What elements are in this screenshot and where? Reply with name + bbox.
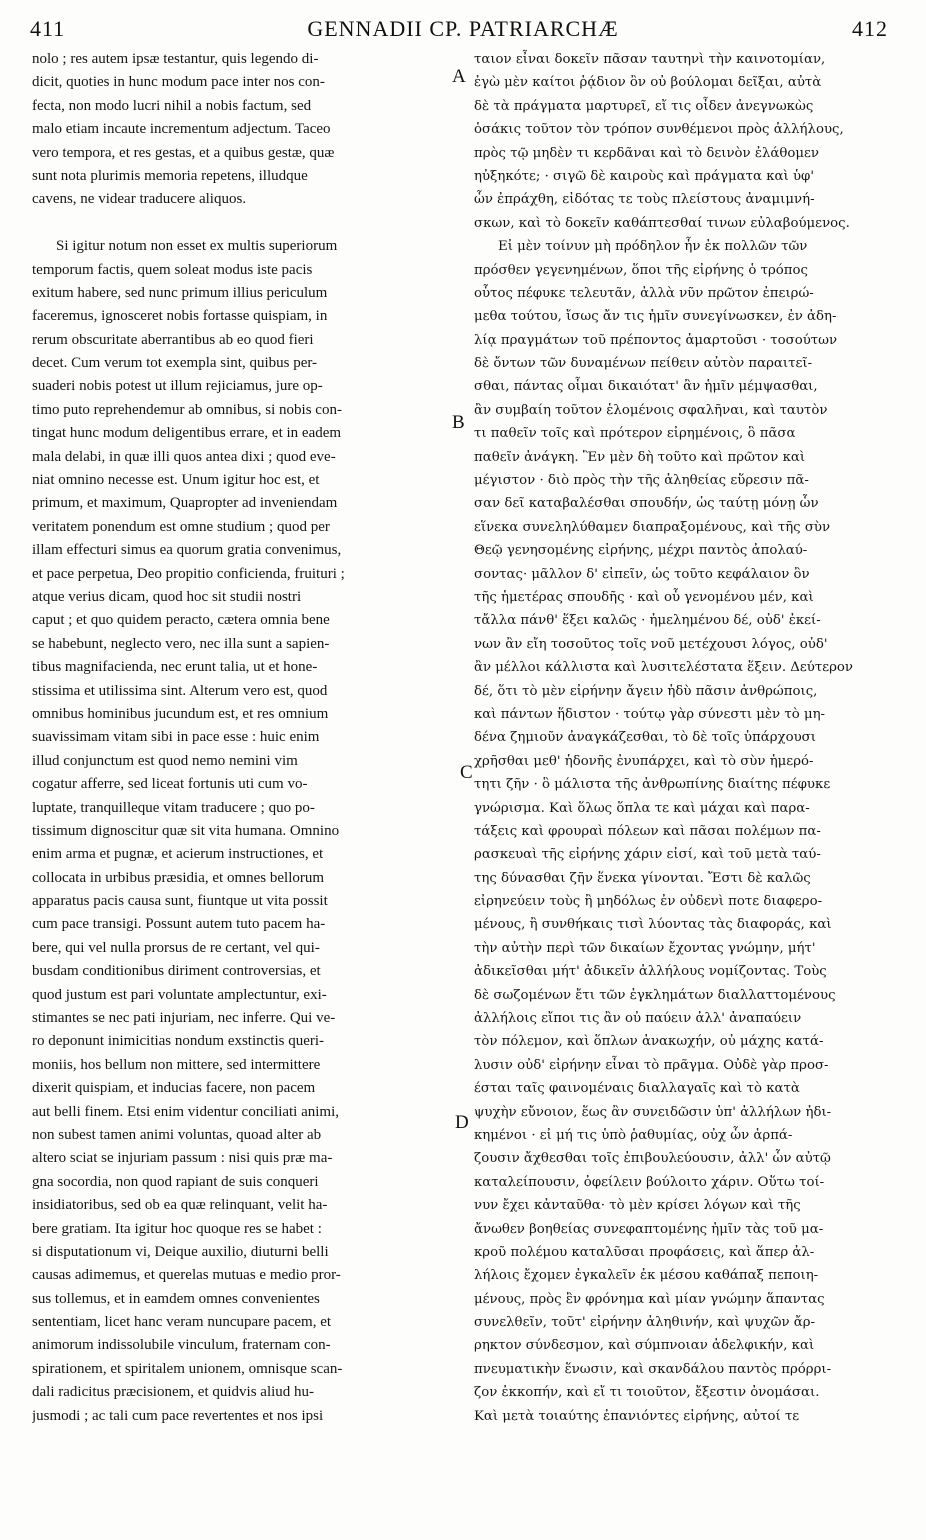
latin-text-line: cum pace transigi. Possunt autem tuto pacem ha- xyxy=(32,916,326,933)
latin-text-line: moniis, hos bellum non mittere, sed intermittere xyxy=(32,1056,321,1073)
latin-column xyxy=(32,48,450,1428)
greek-text-line: ἂν συμβαίη τοῦτον ἑλομένοις σφαλῆναι, καὶ ταυτὸν xyxy=(474,402,828,418)
latin-text-line: suavissimam vitam sibi in pace esse : huic enim xyxy=(32,729,320,746)
latin-text-line: niat omnino necesse est. Unum igitur hoc est, et xyxy=(32,472,320,489)
greek-text-line: παθεῖν ἀνάγκη. Ἓν μὲν δὴ τοῦτο καὶ πρῶτον καὶ xyxy=(474,449,806,465)
greek-text-line: πνευματικὴν ἕνωσιν, καὶ σκανδάλου παντὸς πρόρρι- xyxy=(474,1361,832,1377)
latin-text-line: dicit, quoties in hunc modum pace inter nos con- xyxy=(32,74,325,91)
greek-text-line: τητι ζῆν · ὃ μάλιστα τῆς ἀνθρωπίνης διαίτης πέφυκε xyxy=(474,777,831,793)
greek-text-line: ἄνωθεν βοηθείας συνεφαπτομένης ἡμῖν τὰς τοῦ μα- xyxy=(474,1221,824,1237)
latin-text-line: malo etiam incaute incrementum adjectum. Taceo xyxy=(32,121,331,138)
greek-text-line: δένα ζημιοῦν ἀναγκάζεσθαι, τὸ δὲ τοῖς ὑπάρχουσι xyxy=(474,730,816,746)
greek-text-line: τάξεις καὶ φρουραὶ πόλεων καὶ πᾶσαι πολέμων πα- xyxy=(474,823,821,839)
latin-text-line: decet. Cum verum tot exempla sint, quibus per- xyxy=(32,355,318,372)
greek-text-line: ἂν μέλλοι κάλλιστα καὶ λυσιτελέστατα ἕξειν. Δεύτερον xyxy=(474,660,854,676)
greek-text-line: σκων, καὶ τὸ δοκεῖν καθάπτεσθαί τινων εὐλαβούμενος. xyxy=(474,215,850,231)
latin-text-line: atque verius dicam, quod hoc sit studii nostri xyxy=(32,588,302,605)
latin-text-line: bere gratiam. Ita igitur hoc quoque res se habet : xyxy=(32,1220,322,1237)
greek-text-line: ψυχὴν εὔνοιον, ἕως ἂν συνειδῶσιν ὑπ' ἀλλήλων ἠδι- xyxy=(474,1104,832,1120)
latin-text-line: tibus magnifacienda, nec erunt talia, ut et hone- xyxy=(32,659,318,676)
greek-text-line: λυσιν οὐδ' εἰρήνην εἶναι τὸ πρᾶγμα. Οὐδὲ γὰρ προσ- xyxy=(474,1057,829,1073)
latin-text-line: vero tempora, et res gestas, et a quibus gestæ, quæ xyxy=(32,144,335,161)
latin-text-line: cogatur afferre, sed liceat fortunis uti cum vo- xyxy=(32,776,308,793)
latin-text-line: illam effecturi simus ea quorum gratia convenimus, xyxy=(32,542,342,559)
greek-text-line: ἐγὼ μὲν καίτοι ῥᾴδιον ὂν οὐ βούλομαι δεῖξαι, αὐτὰ xyxy=(474,75,822,91)
margin-marker-d: D xyxy=(455,1112,469,1133)
greek-text-line: τὴν αὐτὴν περὶ τῶν δικαίων ἔχοντας γνώμην, μήτ' xyxy=(474,940,816,956)
greek-text-line: ὧν ἐπράχθη, εἰδότας τε τοὺς πλείστους ἀναμιμνή- xyxy=(474,192,815,208)
greek-text-line: τι παθεῖν τοῖς καὶ πρότερον εἰρημένοις, ὃ πᾶσα xyxy=(474,426,796,442)
latin-text-line: Si igitur notum non esset ex multis superiorum xyxy=(56,238,338,255)
latin-text-line: altero sciat se injuriam passum : nisi quis præ ma- xyxy=(32,1150,333,1167)
latin-text-line: stissima et utilissima sint. Alterum vero est, quod xyxy=(32,682,328,699)
greek-text-line: Θεῷ γενησομένης εἰρήνης, μέχρι παντὸς ἀπολαύ- xyxy=(474,543,808,559)
latin-text-line: caput ; et quo quidem peracto, cætera omnia bene xyxy=(32,612,330,629)
greek-text-line: λήλοις ἔχομεν ἐγκαλεῖν ἐκ μέσου καθάπαξ πεποιη- xyxy=(474,1268,819,1284)
greek-text-line: σαν δεῖ καταβαλέσθαι σπουδήν, ὡς ταύτῃ μόνῃ ὧν xyxy=(474,496,819,512)
latin-text-line: spirationem, et spiritalem unionem, omnisque scan- xyxy=(32,1360,343,1377)
greek-column xyxy=(474,48,906,1428)
latin-text-line: luptate, tranquilleque vitam traducere ; quo po- xyxy=(32,799,315,816)
latin-text-line xyxy=(32,212,450,235)
greek-text-line: ηὐξηκότε; · σιγῶ δὲ καιροὺς καὶ πράγματα καὶ ὑφ' xyxy=(474,168,814,184)
running-title: GENNADII CP. PATRIARCHÆ xyxy=(307,16,619,41)
greek-text-line: πρόσθεν γεγενημένων, ὅποι τῆς εἰρήνης ὁ τρόπος xyxy=(474,262,808,278)
greek-text-line: εἰρηνεύειν τοὺς ἢ μηδόλως ἐν οὐδενὶ ποτε διαφερο- xyxy=(474,894,823,910)
latin-text-line: dali radicitus præcisionem, et quidvis aliud hu- xyxy=(32,1384,315,1401)
greek-text-line: ζον ἐκκοπήν, καὶ εἴ τι τοιοῦτον, ἔξεστιν ὀνομάσαι. xyxy=(474,1385,820,1401)
latin-text-line: collocata in urbibus præsidia, et omnes bellorum xyxy=(32,869,325,886)
latin-text-line: mala delabi, in quæ illi quos antea dixi ; quod eve- xyxy=(32,448,336,465)
greek-text-line: σθαι, πάντας οἶμαι δικαιότατ' ἂν ἡμῖν μέμψασθαι, xyxy=(474,379,818,395)
greek-text-line: μέγιστον · διὸ πρὸς τὴν τῆς ἀληθείας εὕρεσιν πᾶ- xyxy=(474,473,809,489)
latin-text-line: temporum factis, quem soleat modus iste pacis xyxy=(32,261,313,278)
latin-text-line: sententiam, licet hanc veram nuncupare pacem, et xyxy=(32,1314,332,1331)
greek-text-line: συνελθεῖν, τοῦτ' εἰρήνην ἀληθινήν, καὶ ψυχῶν ἄρ- xyxy=(474,1315,816,1331)
latin-text-line: gna socordia, non quod rapiant de suis conqueri xyxy=(32,1173,319,1190)
greek-text-line: κημένοι · εἰ μή τις ὑπὸ ῥαθυμίας, οὐχ ὧν ἁρπά- xyxy=(474,1127,793,1143)
latin-text-line: sus tollemus, et in eamdem omnes convenientes xyxy=(32,1290,320,1307)
latin-text-line: rerum obscuritate aberrantibus ab eo quod fieri xyxy=(32,331,314,348)
page-number-left: 411 xyxy=(30,16,66,41)
latin-text-line: jusmodi ; ac tali cum pace revertentes et nos ipsi xyxy=(32,1407,324,1424)
greek-text-line: χρῆσθαι μεθ' ἡδονῆς ἐνυπάρχει, καὶ τὸ σὺν ἡμερό- xyxy=(474,753,814,769)
greek-text-line: ὁσάκις τοῦτον τὸν τρόπον συνθέμενοι πρὸς ἀλλήλους, xyxy=(474,122,844,138)
latin-text-line: tingat hunc modum deligentibus errare, et in eadem xyxy=(32,425,342,442)
greek-text-line: κροῦ πολέμου καταλῦσαι προφάσεις, καὶ ἅπερ ἀλ- xyxy=(474,1244,815,1260)
margin-marker-a: A xyxy=(452,66,466,87)
latin-text-line: sunt nota plurimis memoria repetens, illudque xyxy=(32,167,308,184)
greek-text-line: ζουσιν ἄχθεσθαι τοῖς ἐπιβουλεύουσιν, ἀλλ' ὧν αὐτῷ xyxy=(474,1151,831,1167)
latin-text-line: busdam conditionibus diriment controversias, et xyxy=(32,963,321,980)
latin-text-line: suaderi nobis potest ut illum rejiciamus, jure op- xyxy=(32,378,323,395)
latin-text-line: et pace perpetua, Deo propitio conficienda, fruituri ; xyxy=(32,565,345,582)
latin-text-line: apparatus pacis causa sunt, fiuntque ut vita possit xyxy=(32,893,328,910)
greek-text-line: της δύνασθαι ζῆν ἕνεκα γίνονται. Ἔστι δὲ καλῶς xyxy=(474,870,811,886)
latin-text-line: animorum indissolubile vinculum, fraternam con- xyxy=(32,1337,331,1354)
margin-marker-b: B xyxy=(452,412,465,433)
greek-text-line: ἀλλήλοις εἴποι τις ἂν οὐ παύειν ἀλλ' ἀναπαύειν xyxy=(474,1011,802,1027)
greek-text-line: δὲ σωζομένων ἔτι τῶν ἐγκλημάτων διαλλαττομένους xyxy=(474,987,836,1003)
greek-text-line: δὲ ὄντων τῶν δυναμένων πείθειν αὐτὸν παραιτεῖ- xyxy=(474,356,813,372)
latin-text-line: bere, qui vel nulla prorsus de re certant, vel qui- xyxy=(32,939,320,956)
latin-text-line: ro deponunt inimicitias nondum exstinctis queri- xyxy=(32,1033,325,1050)
greek-text-line: τἄλλα πάνθ' ἕξει καλῶς · ἠμελημένου δέ, οὐδ' ἐκεί- xyxy=(474,613,821,629)
greek-text-line: οὗτος πέφυκε τελευτᾶν, ἀλλὰ νῦν πρῶτον ἐπειρώ- xyxy=(474,285,814,301)
latin-text-line: si disputationum vi, Deique auxilio, diuturni belli xyxy=(32,1243,329,1260)
greek-text-line: μένους, πρὸς ἓν φρόνημα καὶ μίαν γνώμην ἅπαντας xyxy=(474,1291,825,1307)
greek-text-line: έσται ταῖς φαινομέναις διαλλαγαῖς καὶ τὸ κατὰ xyxy=(474,1081,800,1097)
greek-text-line: τῆς ἡμετέρας σπουδῆς · καὶ οὗ γενομένου μέν, καὶ xyxy=(474,589,814,605)
latin-text-line: primum, et maximum, Quapropter ad inveniendam xyxy=(32,495,338,512)
latin-text-line: aut belli finem. Etsi enim videntur conciliati animi, xyxy=(32,1103,340,1120)
greek-text-line: ρασκευαὶ τῆς εἰρήνης χάριν εἰσί, καὶ τοῦ μετὰ ταύ- xyxy=(474,847,821,863)
latin-text-line: veritatem ponendum est omne studium ; quod per xyxy=(32,518,330,535)
latin-text-line: non subest tamen animi voluntas, quoad alter ab xyxy=(32,1126,322,1143)
latin-text-line: exitum habere, sed nunc primum illius periculum xyxy=(32,284,328,301)
greek-text-line: μένους, ἢ συνθήκαις τισὶ λύοντας τὰς διαφοράς, καὶ xyxy=(474,917,832,933)
greek-text-line: ἀδικεῖσθαι μήτ' ἀδικεῖν ἀλλήλους νομίζοντας. Τοὺς xyxy=(474,964,827,980)
latin-text-line: stimantes se nec pati injuriam, nec inferre. Qui ve- xyxy=(32,1010,336,1027)
greek-text-line: καταλείπουσιν, ὀφείλειν βούλοιτο χάριν. Οὕτω τοί- xyxy=(474,1174,825,1190)
latin-text-line: enim arma et pugnæ, et acierum instructiones, et xyxy=(32,846,324,863)
latin-text-line: se habebunt, neglecto vero, nec illa sunt a sapien- xyxy=(32,635,330,652)
greek-text-line: μεθα τούτου, ἴσως ἄν τις ἡμῖν συνεγίνωσκεν, ἐν ἀδη- xyxy=(474,309,837,325)
greek-text-line: δὲ τὰ πράγματα μαρτυρεῖ, εἴ τις οἶδεν ἀνεγνωκὼς xyxy=(474,98,814,114)
greek-text-line: νων ἂν εἴη τοσοῦτος τοῖς νοῦ μετέχουσι λόγος, οὐδ' xyxy=(474,636,828,652)
latin-text-line: fecta, non modo lucri nihil a nobis factum, sed xyxy=(32,97,312,114)
greek-text-line: λίᾳ πραγμάτων τοῦ πρέποντος ἁμαρτοῦσι · τοσούτων xyxy=(474,332,838,348)
latin-text-line: illud conjunctum est quod nemo nemini vim xyxy=(32,752,298,769)
latin-text-line: quod justum est pari voluntate amplectuntur, exi- xyxy=(32,986,327,1003)
latin-text-line: omnibus hominibus jucundum est, et res omnium xyxy=(32,705,329,722)
greek-text-line: τὸν πόλεμον, καὶ ὅπλων ἀνακωχήν, οὐ μάχης κατά- xyxy=(474,1034,824,1050)
latin-text-line: causas adimemus, et querelas mutuas e medio pror- xyxy=(32,1267,341,1284)
latin-text-line: dixerit quispiam, et inducias facere, non pacem xyxy=(32,1080,316,1097)
greek-text-line: σοντας· μᾶλλον δ' εἰπεῖν, ὡς τοῦτο κεφάλαιον ὂν xyxy=(474,566,810,582)
greek-text-line: Καὶ μετὰ τοιαύτης ἐπανιόντες εἰρήνης, αὐτοί τε xyxy=(474,1408,800,1424)
greek-text-line: ρηκτον σύνδεσμον, καὶ σύμπνοιαν ἀδελφικήν, καὶ xyxy=(474,1338,815,1354)
greek-text-line: πρὸς τῷ μηδὲν τι κερδᾶναι καὶ τὸ δεινὸν ἐλάθομεν xyxy=(474,145,820,161)
margin-marker-c: C xyxy=(460,762,473,783)
greek-text-line: νυν ἔχει κἀνταῦθα· τὸ μὲν κρίσει λόγων καὶ τῆς xyxy=(474,1198,801,1214)
greek-text-line: καὶ πάντων ἥδιστον · τούτῳ γὰρ σύνεστι μὲν τὸ μη- xyxy=(474,706,826,722)
greek-text-line: εἵνεκα συνεληλύθαμεν διαπραξομένους, καὶ τῆς σὺν xyxy=(474,519,831,535)
greek-text-line: γνώρισμα. Καὶ ὅλως ὅπλα τε καὶ μάχαι καὶ παρα- xyxy=(474,800,810,816)
latin-text-line: tissimum dignoscitur quæ sit vita humana. Omnino xyxy=(32,822,340,839)
greek-text-line: δέ, ὅτι τὸ μὲν εἰρήνην ἄγειν ἡδὺ πᾶσιν ἀνθρώποις, xyxy=(474,683,818,699)
latin-text-line: nolo ; res autem ipsæ testantur, quis legendo di- xyxy=(32,51,319,67)
latin-text-line: insidiatoribus, sed ob ea quæ relinquant, velit ha- xyxy=(32,1197,328,1214)
page-number-right: 412 xyxy=(852,16,888,41)
latin-text-line: faceremus, ignosceret nobis fortasse quispiam, in xyxy=(32,308,328,325)
latin-text-line: timo puto reprehendemur ab omnibus, si nobis con- xyxy=(32,401,342,418)
latin-text-line: cavens, ne videar traducere aliquos. xyxy=(32,191,247,208)
greek-text-line: Εἰ μὲν τοίνυν μὴ πρόδηλον ἦν ἐκ πολλῶν τῶν xyxy=(498,239,808,255)
greek-text-line: ταιον εἶναι δοκεῖν πᾶσαν ταυτηνὶ τὴν καινοτομίαν, xyxy=(474,52,826,67)
